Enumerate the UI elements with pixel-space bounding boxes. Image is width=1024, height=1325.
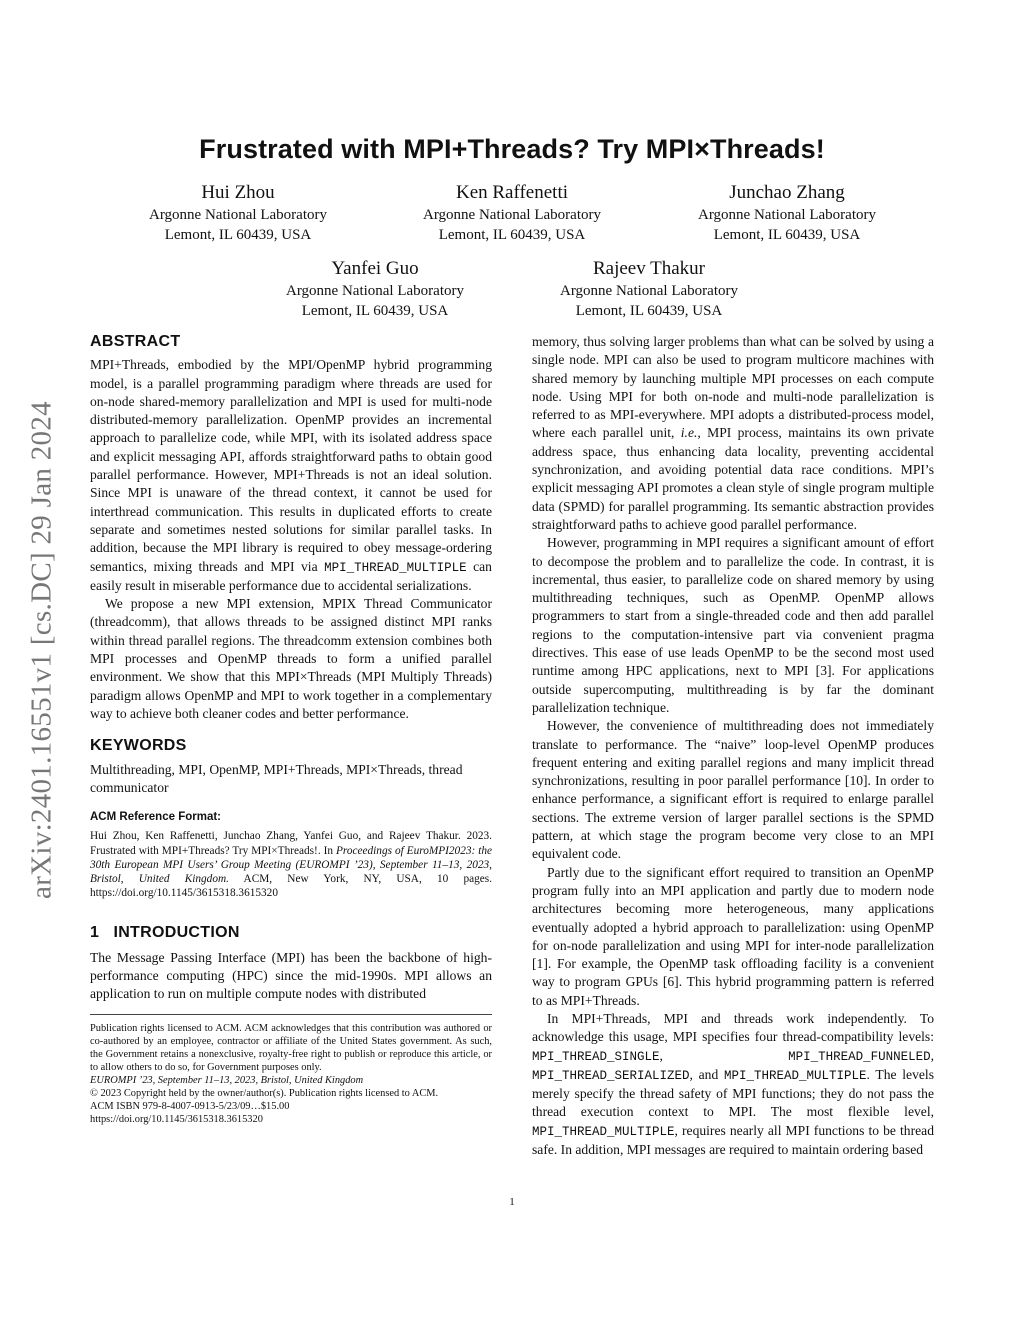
inline-code: MPI_THREAD_FUNNELED [788,1049,931,1064]
abstract-text: can easily result in miserable performance due to accidental serializations. [90,558,492,593]
section-title: INTRODUCTION [113,924,240,942]
author-name: Rajeev Thakur [592,258,706,279]
left-column [90,333,492,1126]
footnote-copyright: © 2023 Copyright held by the owner/author(s). Publication rights licensed to ACM. [90,1088,439,1100]
body-paragraph: However, programming in MPI requires a significant amount of effort to decompose the problem and to parallelize the code. In contrast, it is incremental, thus easier, to parallelize code on shared memory by using multithreading techniques, such as OpenMP. OpenMP allows programmers to start from a single-threaded code and then add parallel regions to the computation-intensive part via convenient pragma directives. This ease of use leads OpenMP to be the second most used runtime among HPC applications, next to MPI [3]. For applications outside supercomputing, multithreading is by far the dominant parallelization technique. [532,535,934,715]
author-affiliation: Argonne National Laboratory [559,283,738,299]
author-location: Lemont, IL 60439, USA [438,227,586,243]
acm-reference-text [90,829,492,900]
inline-code: MPI_THREAD_MULTIPLE [532,1124,675,1139]
right-column [532,333,934,1159]
body-paragraph: However, the convenience of multithreading does not immediately translate to performance. The “naive” loop-level OpenMP produces frequent entering and exiting parallel regions and many implicit thread synchronizations, resulting in poor parallel performance [10]. In order to enhance performance, a significant effort is required to enlarge parallel sections. The extreme version of larger parallel sections is the SPMD pattern, at which stage the program become very close to an MPI equivalent code. [532,718,934,862]
footnote-rights: Publication rights licensed to ACM. ACM acknowledges that this contribution was authored or co-authored by an employee, contractor or affiliate of the United States government. As such, the Government retains a nonexclusive, royalty-free right to publish or reproduce this article, or to allow others to do so, for Government purposes only. [90,1022,492,1073]
inline-code: MPI_THREAD_MULTIPLE [324,560,467,575]
keywords-heading: KEYWORDS [90,737,187,755]
paper-title: Frustrated with MPI+Threads? Try MPI×Threads! [199,134,825,164]
body-paragraph: In MPI+Threads, MPI and threads work independently. To acknowledge this usage, MPI specifies four thread-compatibility levels: MPI_THREAD_SINGLE, MPI_THREAD_FUNNELED, MPI_THREAD_SERIALIZED, and MPI_THREAD_MULTIPLE. The levels merely specify the thread safety of MPI functions; they do not pass the thread execution context to MPI. The most flexible level, MPI_THREAD_MULTIPLE, requires nearly all MPI functions to be thread safe. In addition, MPI messages are required to maintain ordering based [532,1010,934,1158]
author-location: Lemont, IL 60439, USA [575,303,723,319]
author-block [123,181,353,245]
inline-code: MPI_THREAD_SERIALIZED [532,1068,690,1083]
footnote-doi: https://doi.org/10.1145/3615318.3615320 [90,1114,263,1126]
footnote-conference: EUROMPI ’23, September 11–13, 2023, Bristol, United Kingdom [90,1075,364,1086]
author-block [260,257,490,321]
abstract-heading: ABSTRACT [90,333,181,350]
italic-ie: i.e. [680,425,698,441]
author-affiliation: Argonne National Laboratory [697,207,876,223]
footnote-divider [90,1014,492,1015]
acm-reference-heading: ACM Reference Format: [90,811,221,824]
body-paragraph: Partly due to the significant effort required to transition an OpenMP program fully into an MPI application and partly due to modern node architectures becoming more heterogeneous, many applications eventually adopted a hybrid approach to parallelization: using OpenMP for on-node parallelization and using MPI for inter-node parallelization [1]. For example, the OpenMP task offloading facility is a convenient way to program GPUs [6]. This hybrid programming pattern is referred to as MPI+Threads. [532,864,934,1008]
author-block [397,181,627,245]
author-name: Yanfei Guo [331,258,419,279]
keywords-text: Multithreading, MPI, OpenMP, MPI+Threads, MPI×Threads, thread communicator [90,761,463,795]
author-name: Ken Raffenetti [455,182,569,203]
acm-reference-plain: Hui Zhou, Ken Raffenetti, Junchao Zhang, Yanfei Guo, and Rajeev Thakur. 2023. Frustrated with MPI+Threads? Try MPI×Threads!. In [90,830,492,857]
inline-code: MPI_THREAD_SINGLE [532,1049,660,1064]
acm-reference-tail: ACM, New York, NY, USA, 10 pages. https://doi.org/10.1145/3615318.3615320 [90,873,493,900]
author-location: Lemont, IL 60439, USA [713,227,861,243]
footnote-isbn: ACM ISBN 979-8-4007-0913-5/23/09…$15.00 [90,1101,290,1113]
author-block [534,257,764,321]
acm-reference-venue: Proceedings of EuroMPI2023: the 30th European MPI Users’ Group Meeting (EUROMPI ’23), September 11–13, 2023, Bristol, United Kingdom. [90,844,493,886]
author-affiliation: Argonne National Laboratory [422,207,601,223]
abstract-paragraph [90,356,492,595]
inline-code: MPI_THREAD_MULTIPLE [724,1068,867,1083]
body-paragraph: memory, thus solving larger problems than what can be solved by using a single node. MPI can also be used to program multicore machines with shared memory by launching multiple MPI processes on each compute node. Using MPI for both on-node and multi-node parallelization is referred to as MPI-everywhere. MPI adopts a distributed-process model, where each parallel unit, i.e., MPI process, maintains its own private address space, thus enhancing data locality, preventing accidental synchronization, and avoiding potential data race conditions. MPI’s explicit messaging API promotes a clean style of single program multiple data (SPMD) for parallel programming. Its semantic abstraction provides straightforward paths to achieve good parallel performance. [532,334,934,532]
intro-paragraph: The Message Passing Interface (MPI) has been the backbone of high-performance computing (HPC) since the mid-1990s. MPI allows an application to run on multiple compute nodes with distributed [90,949,492,1002]
author-block [672,181,902,245]
page-number: 1 [509,1196,515,1208]
acm-reference [90,808,492,900]
author-affiliation: Argonne National Laboratory [285,283,464,299]
author-name: Junchao Zhang [729,182,845,203]
author-location: Lemont, IL 60439, USA [301,303,449,319]
intro-heading [90,924,492,942]
abstract-paragraph: We propose a new MPI extension, MPIX Thread Communicator (threadcomm), that allows threads to be assigned distinct MPI ranks within thread parallel regions. The threadcomm extension combines both MPI processes and OpenMP threads to form a unified parallel environment. We show that this MPI×Threads (MPI Multiply Threads) paradigm allows OpenMP and MPI to work together in a complementary way to achieve both cleaner codes and better performance. [90,596,492,721]
section-number: 1 [90,924,100,942]
arxiv-id: arXiv:2401.16551v1 [cs.DC] 29 Jan 2024 [25,401,58,899]
arxiv-sidebar-stamp [22,355,62,945]
footnote [90,1022,492,1127]
author-location: Lemont, IL 60439, USA [164,227,312,243]
author-name: Hui Zhou [201,182,275,203]
abstract-text: MPI+Threads, embodied by the MPI/OpenMP hybrid programming model, is a parallel programming paradigm where threads are used for on-node shared-memory parallelization and MPI is used for multi-node distributed-memory parallelization. OpenMP provides an incremental approach to parallelize code, while MPI, with its isolated address space and explicit messaging API, affords straightforward paths to obtain good parallel performance. However, MPI+Threads is not an ideal solution. Since MPI is unaware of the thread context, it cannot be used for interthread communication. This results in duplicated efforts to create separate and sometimes nested solutions for similar parallel tasks. In addition, because the MPI library is required to obey message-ordering semantics, mixing threads and MPI via [90,357,492,574]
author-affiliation: Argonne National Laboratory [148,207,327,223]
